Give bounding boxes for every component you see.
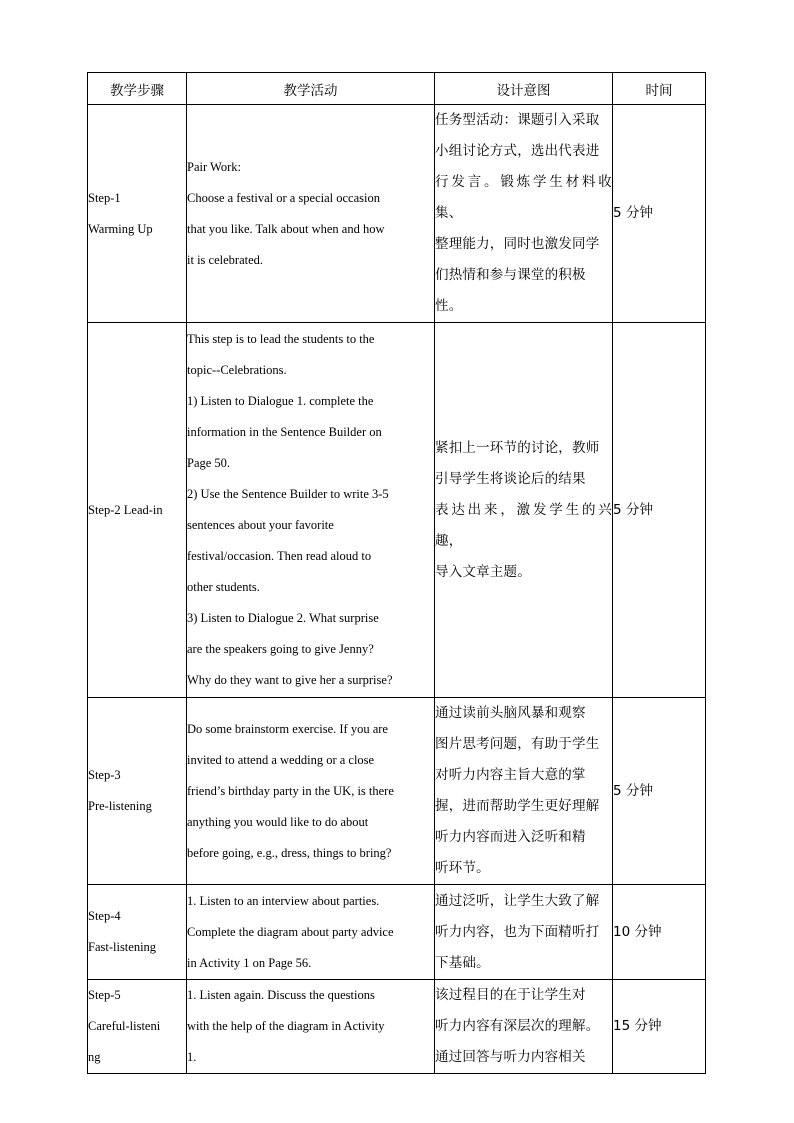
- header-row: [88, 73, 706, 105]
- table-row: [88, 885, 706, 980]
- step-cell: Step-5 Careful-listeni ng: [88, 980, 187, 1074]
- step-cell: Step-1 Warming Up: [88, 105, 187, 323]
- time-cell: 5 分钟: [613, 105, 706, 323]
- activity-cell: This step is to lead the students to the topic--Celebrations. 1) Listen to Dialogue 1. complete the information in the Sentence Builder on Page 50. 2) Use the Sentence Builder to write 3-5 sentences about your favorite festival/occasion. Then read aloud to other students. 3) Listen to Dialogue 2. What surprise are the speakers going to give Jenny? Why do they want to give her a surprise?: [187, 323, 435, 698]
- step-cell: Step-2 Lead-in: [88, 323, 187, 698]
- activity-cell: Pair Work: Choose a festival or a special occasion that you like. Talk about when and how it is celebrated.: [187, 105, 435, 323]
- header-step: 教学步骤: [88, 73, 187, 105]
- time-cell: 5 分钟: [613, 323, 706, 698]
- time-cell: 5 分钟: [613, 698, 706, 885]
- header-time: 时间: [613, 73, 706, 105]
- step-cell: Step-3 Pre-listening: [88, 698, 187, 885]
- header-activity: 教学活动: [187, 73, 435, 105]
- activity-cell: Do some brainstorm exercise. If you are invited to attend a wedding or a close friend’s birthday party in the UK, is there anything you would like to do about before going, e.g., dress, things to bring?: [187, 698, 435, 885]
- lesson-plan-table: [87, 72, 706, 1074]
- intent-cell: 任务型活动：课题引入采取 小组讨论方式，选出代表进 行发言。锻炼学生材料收集、 整理能力，同时也激发同学 们热情和参与课堂的积极 性。: [435, 105, 613, 323]
- intent-cell: 通过泛听，让学生大致了解 听力内容，也为下面精听打 下基础。: [435, 885, 613, 980]
- intent-cell: 通过读前头脑风暴和观察 图片思考问题，有助于学生 对听力内容主旨大意的掌 握，进而帮助学生更好理解 听力内容而进入泛听和精 听环节。: [435, 698, 613, 885]
- time-cell: 15 分钟: [613, 980, 706, 1074]
- table-row: [88, 980, 706, 1074]
- step-cell: Step-4 Fast-listening: [88, 885, 187, 980]
- header-intent: 设计意图: [435, 73, 613, 105]
- activity-cell: 1. Listen to an interview about parties. Complete the diagram about party advice in Activity 1 on Page 56.: [187, 885, 435, 980]
- time-cell: 10 分钟: [613, 885, 706, 980]
- table-row: [88, 323, 706, 698]
- table-row: [88, 105, 706, 323]
- activity-cell: 1. Listen again. Discuss the questions with the help of the diagram in Activity 1.: [187, 980, 435, 1074]
- table-row: [88, 698, 706, 885]
- intent-cell: 该过程目的在于让学生对 听力内容有深层次的理解。 通过回答与听力内容相关: [435, 980, 613, 1074]
- intent-cell: 紧扣上一环节的讨论，教师 引导学生将谈论后的结果 表达出来，激发学生的兴趣， 导入文章主题。: [435, 323, 613, 698]
